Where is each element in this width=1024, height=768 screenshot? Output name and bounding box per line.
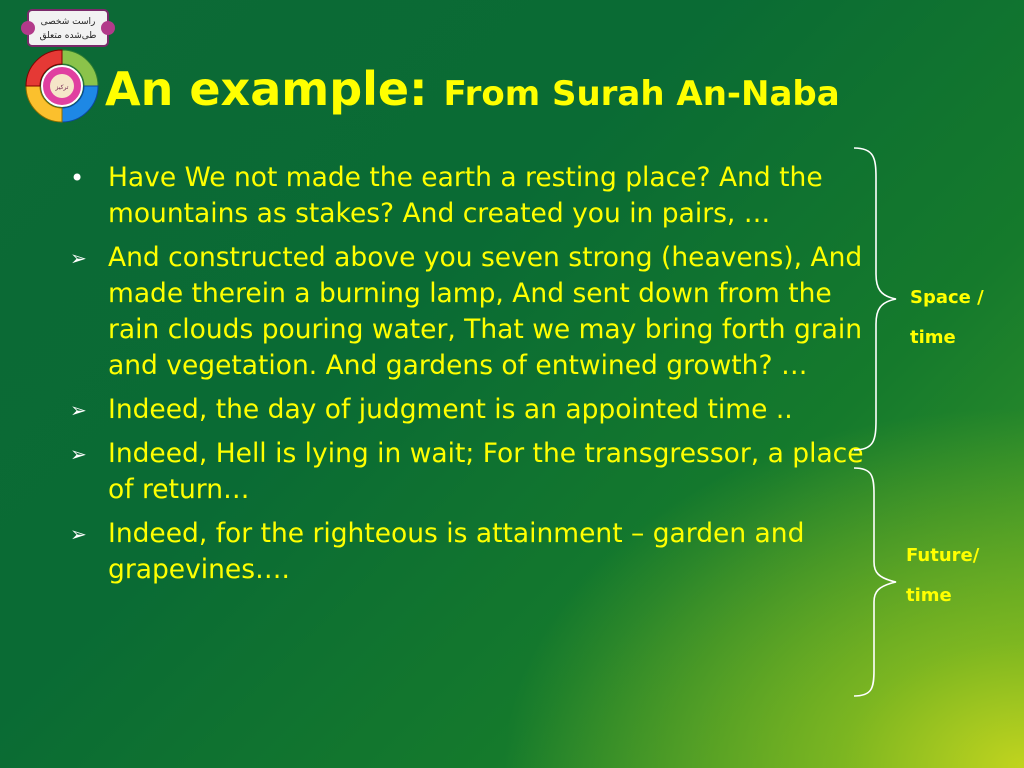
title-subtitle: From Surah An-Naba: [443, 74, 840, 114]
arrow-bullet-icon: ➢: [70, 398, 87, 422]
bullet-dot-icon: •: [70, 164, 85, 192]
bullet-text: Indeed, Hell is lying in wait; For the transgressor, a place of return…: [108, 438, 864, 505]
brace-label-line: time: [906, 585, 952, 606]
bullet-item: [70, 516, 870, 588]
bullet-item: [70, 160, 870, 232]
bullet-item: [70, 240, 870, 384]
brace-label-space-time: [910, 278, 1020, 358]
brace-label-line: Future/: [906, 545, 980, 566]
brace-label-future-time: [906, 536, 1016, 616]
bullet-item: [70, 392, 870, 428]
bullet-text: Have We not made the earth a resting place? And the mountains as stakes? And created you in pairs, …: [108, 162, 823, 229]
arrow-bullet-icon: ➢: [70, 522, 87, 546]
bullet-text: And constructed above you seven strong (heavens), And made therein a burning lamp, And sent down from the rain clouds pouring water, That we may bring forth grain and vegetation. And gardens of entwined growth? …: [108, 242, 863, 381]
logo-banner-line1: راست شخصی: [40, 17, 96, 27]
bullet-text: Indeed, for the righteous is attainment – garden and grapevines….: [108, 518, 805, 585]
brace-label-line: time: [910, 327, 956, 348]
title-main: An example:: [105, 62, 444, 116]
arrow-bullet-icon: ➢: [70, 246, 87, 270]
logo-center-text: تركيز: [55, 84, 69, 91]
right-brace-icon: [850, 466, 900, 698]
bullet-text: Indeed, the day of judgment is an appointed time ..: [108, 394, 793, 425]
slide-title: [105, 62, 840, 116]
brace-label-line: Space /: [910, 287, 984, 308]
bullet-item: [70, 436, 870, 508]
logo-banner-line2: طی‌شده متعلق: [39, 31, 97, 41]
bullet-list: [70, 160, 870, 596]
cycle-emblem-icon: [10, 6, 120, 124]
arrow-bullet-icon: ➢: [70, 442, 87, 466]
right-brace-icon: [850, 146, 900, 452]
